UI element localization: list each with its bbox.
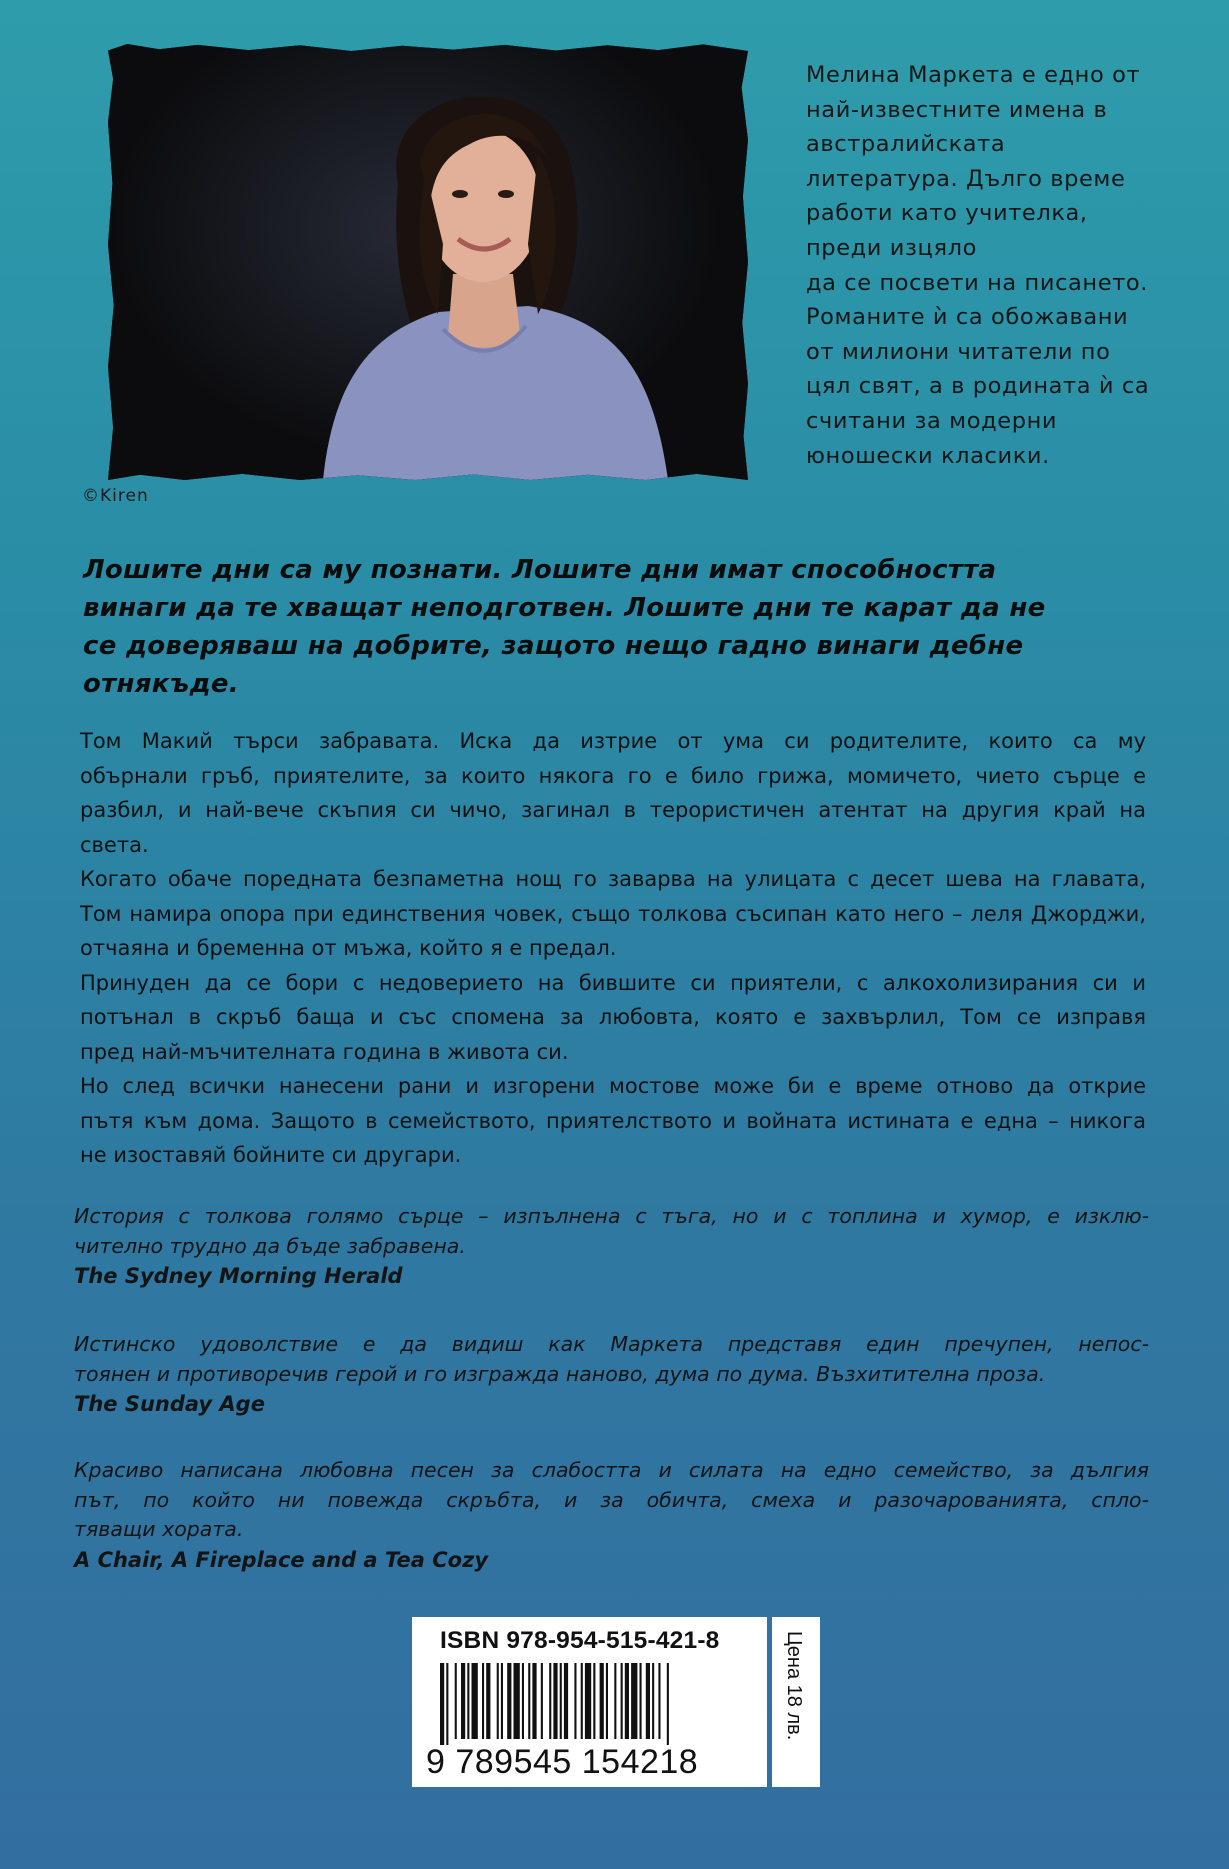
synopsis-line: Когато обаче поредната безпаметна нощ го заварва на улицата с десет шева на главата, [80,867,1146,891]
review-source: The Sunday Age [74,1392,265,1416]
tagline-line: отнякъде. [83,669,239,699]
barcode-bar [606,1663,608,1739]
barcode-bar [532,1663,536,1739]
review-line: История с толкова голямо сърце – изпълнена с тъга, но и с топлина и хумор, е изклю- [74,1204,1149,1228]
barcode-bar [585,1663,591,1739]
photo-credit: ©Kiren [82,486,149,506]
isbn-text: ISBN 978-954-515-421-8 [440,1627,720,1654]
barcode-bar [507,1663,511,1739]
tagline-line: Лошите дни са му познати. Лошите дни имат способността [83,555,997,585]
barcode-bar [631,1663,637,1739]
synopsis-line: Том намира опора при единствения човек, също толкова съсипан като него – леля Джорджи, [80,901,1146,926]
review-sunday-age [74,1330,1149,1420]
barcode-bars [440,1663,740,1745]
synopsis-line: пред най-мъчителната година в живота си. [80,1039,569,1064]
synopsis [80,724,1146,1173]
barcode-bar [614,1663,616,1739]
review-source: The Sydney Morning Herald [74,1264,403,1288]
price-label [772,1617,820,1787]
barcode-bar [658,1663,660,1739]
barcode-bar [560,1663,562,1739]
barcode-bar [564,1663,568,1739]
review-sydney-morning-herald [74,1202,1149,1292]
author-photo [108,44,748,480]
review-quote [74,1202,1149,1261]
tagline-line: винаги да те хващат неподготвен. Лошите дни те карат да не [83,593,1046,623]
barcode-bar [440,1663,444,1745]
barcode-bar [621,1663,623,1739]
barcode-bar [652,1663,654,1739]
bio-line: Мелина Маркета е едно от [806,62,1141,88]
barcode-bar [553,1663,557,1739]
tagline [83,551,1163,703]
barcode-bar [581,1663,583,1739]
review-line: Красиво написана любовна песен за слабостта и силата на едно семейство, за дългия [74,1458,1149,1482]
synopsis-line: отчаяна и бременна от мъжа, който я е предал. [80,936,617,960]
bio-line: работи като учителка, [806,200,1088,227]
barcode-bar [514,1663,520,1739]
barcode-bar [600,1663,604,1739]
synopsis-line: Том Макий търси забравата. Иска да изтрие от ума си родителите, които са му [80,729,1146,753]
bio-line: преди изцяло [806,234,977,261]
barcode-bar [501,1663,503,1739]
barcode-digits: 9 789545 154218 [426,1743,699,1781]
bio-line: юношески класики. [806,442,1050,469]
synopsis-line: света. [80,832,149,857]
bio-line: от милиони читатели по [806,338,1111,365]
synopsis-line: Принуден да се бори с недоверието на бившите си приятели, с алкохолизирания си и [80,970,1146,995]
barcode-bar [467,1663,469,1739]
synopsis-line: потънал в скръб баща и със спомена за любовта, която е захвърлил, Том се изправя [80,1005,1146,1029]
synopsis-line: не изоставяй бойните си другари. [80,1143,462,1167]
barcode-bar [528,1663,530,1739]
review-quote [74,1330,1149,1389]
barcode-bar [593,1663,595,1739]
barcode-bar [574,1663,576,1739]
barcode-bar [486,1663,490,1739]
barcode-bar [640,1663,642,1739]
review-line: Истинско удоволствие е да видиш как Маркета представя един пречупен, непос- [74,1332,1149,1356]
review-line: тяващи хората. [74,1517,244,1541]
author-portrait-illustration [108,44,748,480]
synopsis-line: обърнали гръб, приятелите, за които някога го е било грижа, момичето, чието сърце е [80,763,1146,788]
barcode-bar [541,1663,543,1739]
barcode-bar [461,1663,465,1739]
bio-line: литература. Дълго време [806,165,1126,192]
barcode-bar [549,1663,551,1739]
review-line: чително трудно да бъде забравена. [74,1233,466,1258]
barcode-label [412,1617,767,1787]
bio-line: австралийската [806,131,1006,158]
review-quote [74,1456,1149,1545]
barcode-bar [455,1663,457,1739]
barcode-bar [625,1663,629,1739]
barcode-bar [482,1663,484,1739]
bio-line: считани за модерни [806,407,1058,434]
synopsis-line: Но след всички нанесени рани и изгорени мостове може би е време отново да открие [80,1074,1146,1098]
review-line: път, по който ни повежда скръбта, и за обичта, смеха и разочарованията, спло- [74,1487,1149,1512]
review-tea-cozy [74,1456,1149,1575]
review-line: тоянен и противоречив герой и го изгражда наново, дума по дума. Възхитителна проза. [74,1361,1046,1386]
bio-line: цял свят, а в родината ѝ са [806,373,1150,400]
tagline-line: се доверяваш на добрите, защото нещо гадно винаги дебне [83,631,1024,661]
barcode-bar [522,1663,524,1739]
barcode-bar [667,1663,669,1745]
author-bio [806,58,1206,473]
bio-line: Романите ѝ са обожавани [806,304,1129,331]
synopsis-line: пътя към дома. Защото в семейството, приятелството и войната истината е една – никога [80,1108,1146,1133]
synopsis-line: разбил, и най-вече скъпия си чичо, загинал в терористичен атентат на другия край на [80,798,1146,822]
review-source: A Chair, A Fireplace and a Tea Cozy [74,1547,489,1572]
barcode-bar [646,1663,650,1739]
barcode-bar [497,1663,499,1739]
price-text: Цена 18 лв. [783,1631,805,1741]
bio-line: най-известните имена в [806,96,1108,123]
barcode-bar [472,1663,478,1739]
barcode-bar [446,1663,448,1745]
bio-line: да се посвети на писането. [806,269,1149,296]
